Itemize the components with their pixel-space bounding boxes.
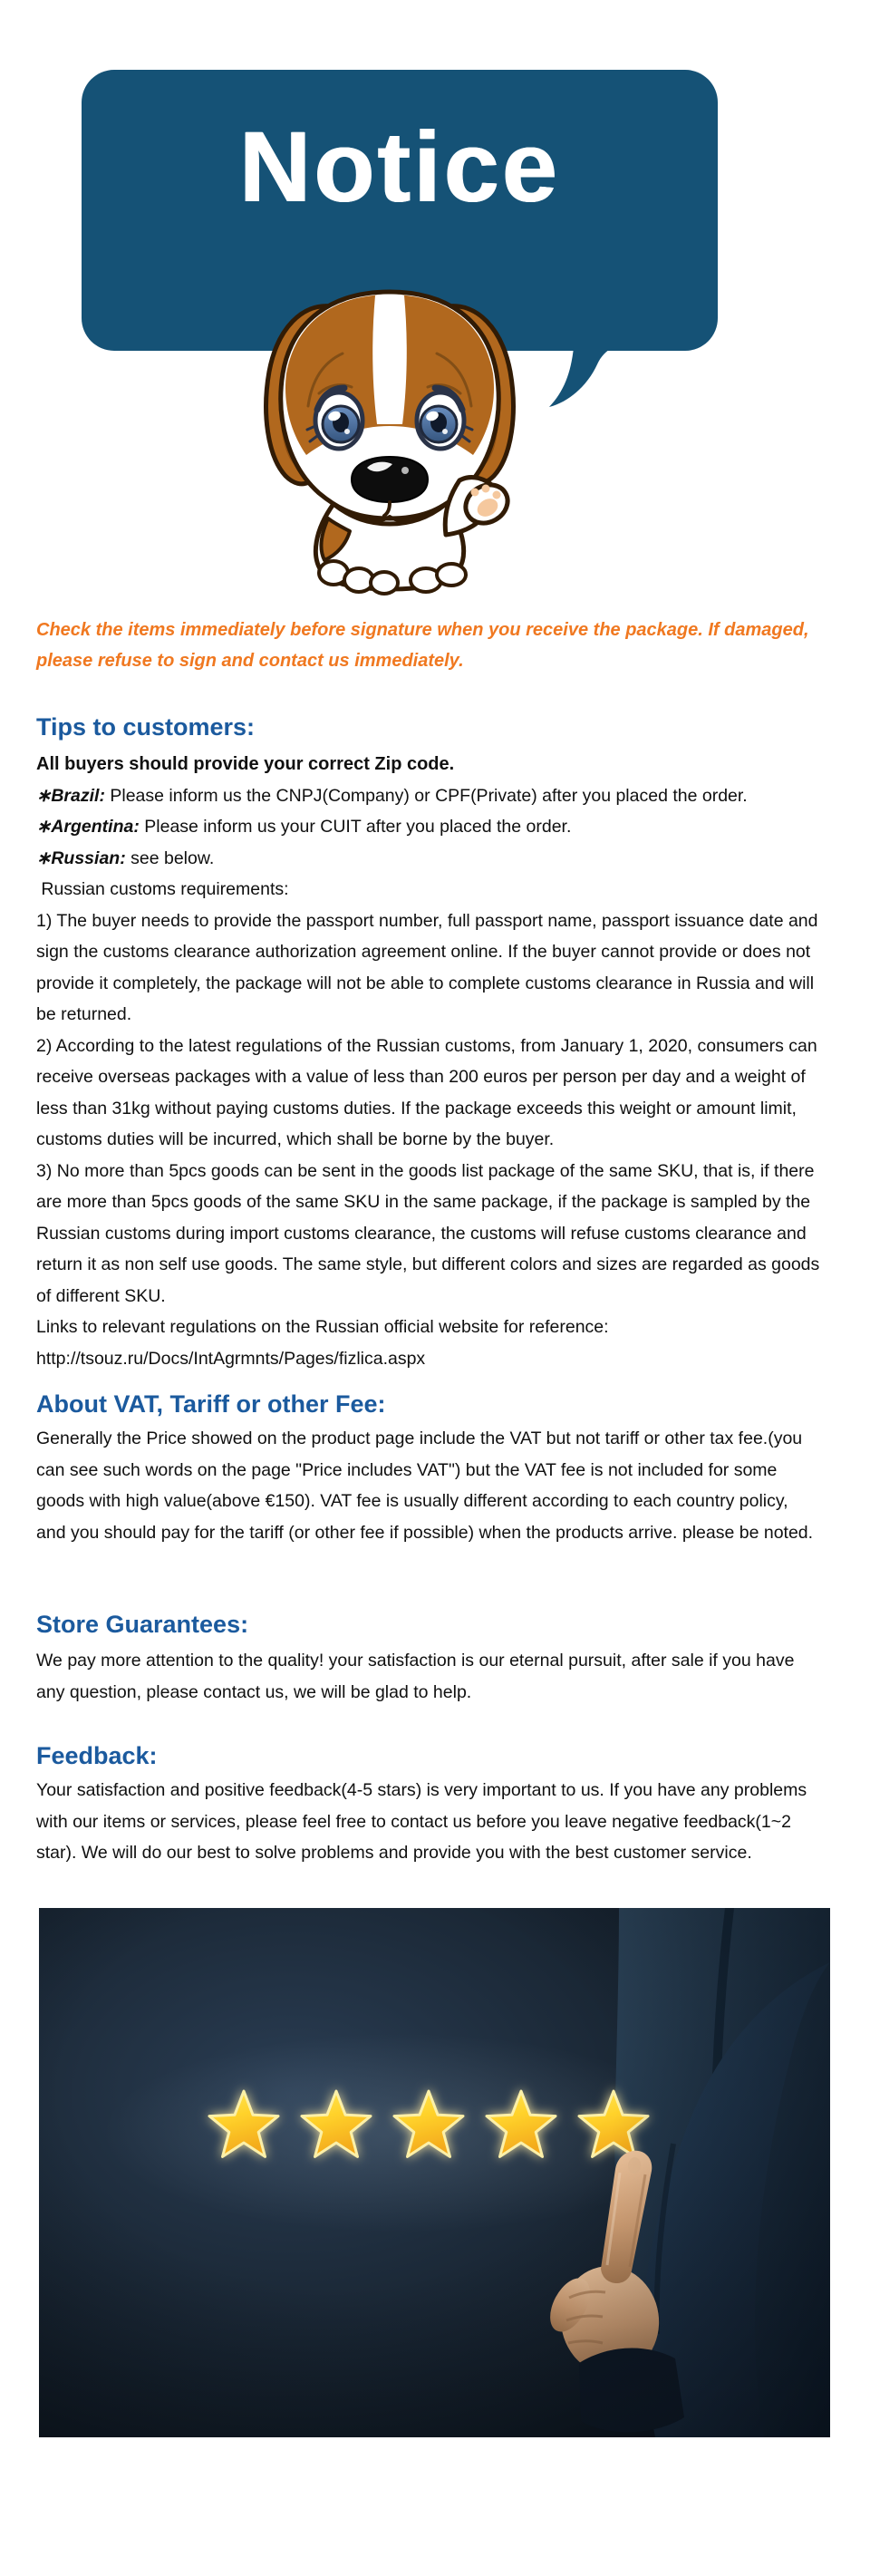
russian-label: ∗Russian:	[36, 847, 126, 868]
argentina-label: ∗Argentina:	[36, 817, 140, 837]
tips-body	[36, 749, 821, 1374]
store-guarantees-text: We pay more attention to the quality! your satisfaction is our eternal pursuit, after sale if you have any question, please contact us, we will be glad to help.	[36, 1651, 795, 1702]
signature-warning-text: Check the items immediately before signature when you receive the package. If damaged, please refuse to sign and contact us immediately.	[36, 620, 809, 671]
vat-heading: About VAT, Tariff or other Fee:	[36, 1390, 386, 1418]
russian-text: see below.	[125, 847, 215, 868]
brazil-text: Please inform us the CNPJ(Company) or CPF(Private) after you placed the order.	[104, 785, 748, 806]
notice-dog-illustration	[0, 0, 870, 634]
vat-text: Generally the Price showed on the product page include the VAT but not tariff or other tax fee.(you can see such words on the page "Price includes VAT") but the VAT fee is not included for some goods with high value(above €150). VAT fee is usually different according to each country policy, and you should pay for the tariff (or other fee if possible) when the products arrive. please be noted.	[36, 1428, 814, 1543]
links-intro: Links to relevant regulations on the Russian official website for reference:	[36, 1317, 609, 1337]
regulations-url: http://tsouz.ru/Docs/IntAgrmnts/Pages/fizlica.aspx	[36, 1348, 426, 1369]
notice-title: Notice	[238, 111, 561, 223]
store-guarantees-heading: Store Guarantees:	[36, 1611, 249, 1638]
beagle-dog	[266, 292, 515, 594]
russian-rule-1: 1) The buyer needs to provide the passport number, full passport name, passport issuance date and sign the customs clearance authorization agreement online. If the buyer cannot provide or does not provide it completely, the package will not be able to complete customs clearance in Russia and will be returned.	[36, 910, 818, 1024]
argentina-note	[36, 811, 821, 843]
five-star-feedback-photo	[39, 1908, 830, 2437]
shirt-cuff	[579, 2348, 684, 2433]
russian-rule-2: 2) According to the latest regulations of the Russian customs, from January 1, 2020, consumers can receive overseas packages with a value of less than 200 euros per person per day and a weight of less than 31kg without paying customs duties. If the package exceeds this weight or amount limit, customs duties will be incurred, which shall be borne by the buyer.	[36, 1035, 817, 1149]
feedback-text: Your satisfaction and positive feedback(4-5 stars) is very important to us. If you have any problems with our items or services, please feel free to contact us before you leave negative feedback(1~2 star). We will do our best to solve problems and provide you with the best customer service.	[36, 1780, 807, 1863]
feedback-heading: Feedback:	[36, 1742, 158, 1769]
vat-body	[36, 1423, 821, 1548]
speech-bubble-tail	[549, 347, 614, 407]
brazil-label: ∗Brazil:	[36, 785, 105, 806]
store-guarantees-body	[36, 1645, 821, 1708]
tips-heading: Tips to customers:	[36, 713, 256, 741]
argentina-text: Please inform us your CUIT after you placed the order.	[139, 817, 572, 837]
zip-code-note: All buyers should provide your correct Zip code.	[36, 754, 455, 774]
feedback-body	[36, 1775, 821, 1869]
russian-requirements-intro: Russian customs requirements:	[36, 879, 289, 899]
businessman-pointing-stars-illustration	[39, 1908, 830, 2437]
russian-note	[36, 843, 821, 875]
brazil-note	[36, 780, 821, 812]
russian-rule-3: 3) No more than 5pcs goods can be sent in the goods list package of the same SKU, that is, if there are more than 5pcs goods of the same SKU in the same package, if the package is sampled by the Russian customs during import customs clearance, the customs will refuse customs clearance and return it as non self use goods. The same style, but different colors and sizes are regarded as goods of different SKU.	[36, 1160, 820, 1306]
